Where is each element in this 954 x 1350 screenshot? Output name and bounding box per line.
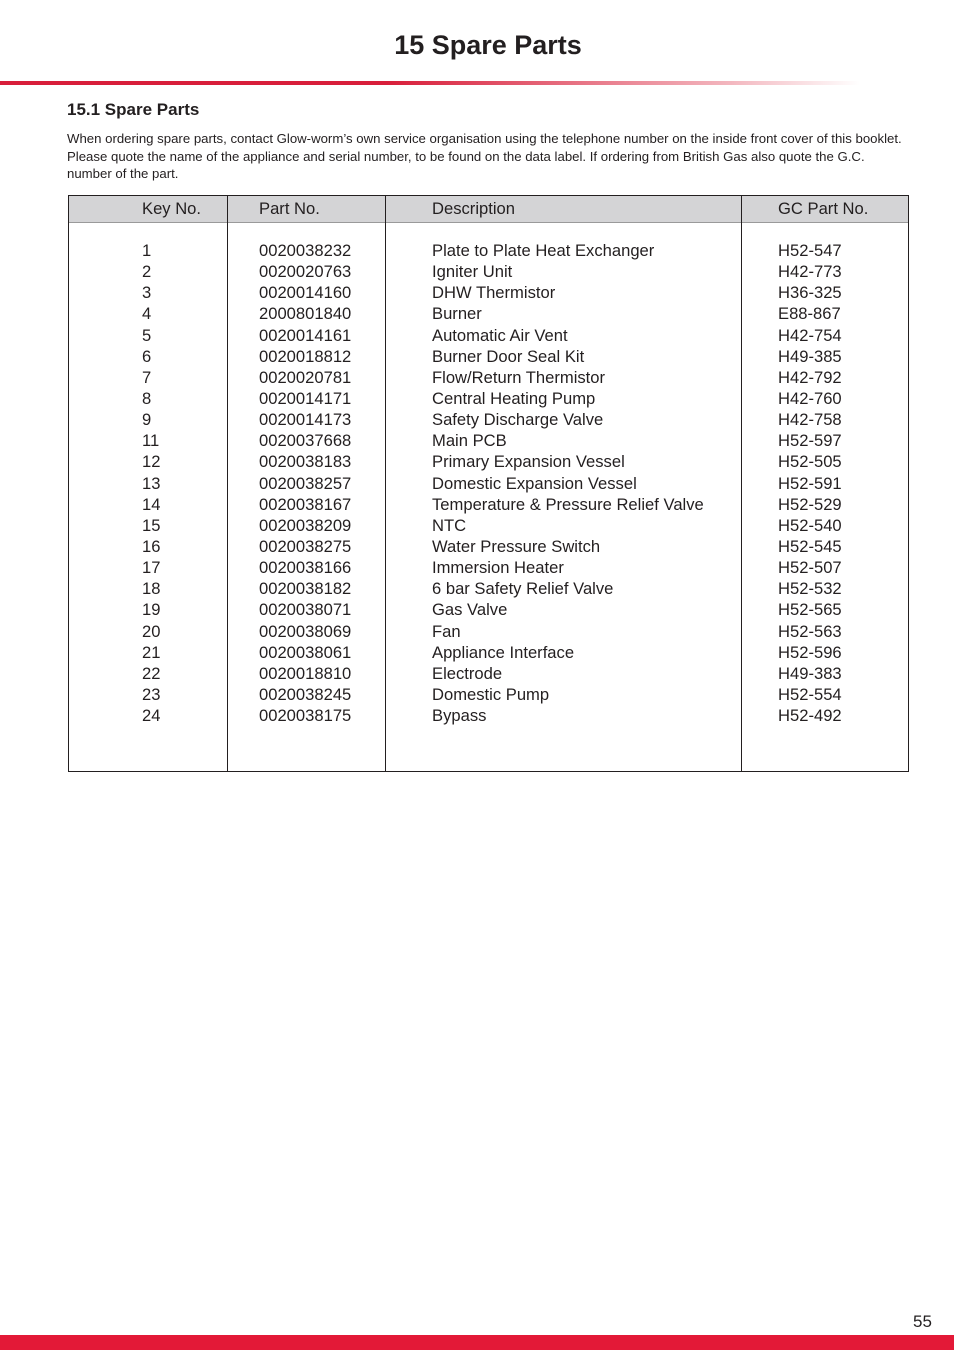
- table-cell-description: Domestic Expansion Vessel: [432, 473, 637, 493]
- table-cell-description: Immersion Heater: [432, 558, 564, 578]
- table-cell-gc: H52-540: [778, 515, 842, 535]
- table-cell-part: 0020038183: [259, 452, 352, 472]
- title-divider: [0, 81, 860, 85]
- table-cell-part: 0020020781: [259, 367, 352, 387]
- table-cell-description: Appliance Interface: [432, 642, 575, 662]
- table-cell-description: Igniter Unit: [432, 262, 513, 282]
- table-cell-description: Electrode: [432, 663, 503, 683]
- table-cell-part: 0020038069: [259, 621, 352, 641]
- table-cell-description: Fan: [432, 621, 461, 641]
- table-cell-key: 5: [142, 325, 152, 345]
- table-cell-part: 0020038245: [259, 684, 352, 704]
- table-cell-part: 0020038182: [259, 579, 352, 599]
- table-cell-key: 4: [142, 304, 152, 324]
- table-cell-part: 0020038167: [259, 494, 352, 514]
- key-column: [69, 196, 227, 771]
- table-cell-gc: H52-505: [778, 452, 842, 472]
- table-cell-description: Primary Expansion Vessel: [432, 452, 625, 472]
- part-column-header: Part No.: [228, 196, 385, 223]
- table-cell-gc: H52-591: [778, 473, 842, 493]
- description-column-cells: [386, 240, 741, 726]
- table-cell-key: 2: [142, 262, 152, 282]
- table-cell-key: 6: [142, 346, 152, 366]
- table-cell-gc: H42-754: [778, 325, 842, 345]
- table-cell-gc: H52-596: [778, 642, 842, 662]
- table-cell-description: Domestic Pump: [432, 684, 550, 704]
- table-cell-description: Central Heating Pump: [432, 388, 596, 408]
- table-cell-part: 0020038166: [259, 558, 352, 578]
- page-title: 15 Spare Parts: [394, 30, 582, 60]
- table-cell-key: 8: [142, 388, 152, 408]
- table-cell-part: 0020020763: [259, 262, 352, 282]
- table-cell-gc: H42-760: [778, 388, 842, 408]
- table-cell-gc: H52-565: [778, 600, 842, 620]
- table-cell-description: Main PCB: [432, 431, 507, 451]
- table-cell-description: Temperature & Pressure Relief Valve: [432, 494, 704, 514]
- table-cell-gc: H36-325: [778, 283, 842, 303]
- table-cell-description: Burner: [432, 304, 482, 324]
- table-cell-gc: H42-792: [778, 367, 842, 387]
- table-cell-gc: H52-554: [778, 684, 842, 704]
- table-cell-part: 0020018812: [259, 346, 352, 366]
- gc-column-cells: [742, 240, 908, 726]
- table-cell-part: 0020014160: [259, 283, 352, 303]
- table-cell-key: 9: [142, 410, 152, 430]
- table-cell-key: 20: [142, 621, 161, 641]
- table-cell-description: Gas Valve: [432, 600, 508, 620]
- table-cell-key: 1: [142, 241, 152, 260]
- table-cell-gc: H52-507: [778, 558, 842, 578]
- table-cell-description: Plate to Plate Heat Exchanger: [432, 241, 655, 260]
- table-cell-key: 18: [142, 579, 161, 599]
- table-cell-description: Bypass: [432, 706, 487, 726]
- table-cell-description: DHW Thermistor: [432, 283, 556, 303]
- table-cell-description: Safety Discharge Valve: [432, 410, 604, 430]
- table-cell-key: 23: [142, 684, 161, 704]
- part-column: [227, 196, 385, 771]
- footer-bar: [0, 1335, 954, 1350]
- table-cell-part: 0020038061: [259, 642, 352, 662]
- table-cell-key: 14: [142, 494, 161, 514]
- gc-column-header: GC Part No.: [742, 196, 908, 223]
- table-cell-key: 11: [142, 431, 160, 451]
- table-cell-key: 13: [142, 473, 161, 493]
- table-cell-part: 2000801840: [259, 304, 352, 324]
- table-cell-description: Automatic Air Vent: [432, 325, 568, 345]
- table-cell-part: 0020038275: [259, 536, 352, 556]
- table-cell-key: 19: [142, 600, 161, 620]
- table-cell-part: 0020038257: [259, 473, 352, 493]
- table-cell-part: 0020038071: [259, 600, 352, 620]
- gc-column: [741, 196, 908, 771]
- table-cell-gc: H52-547: [778, 241, 842, 260]
- table-cell-description: Flow/Return Thermistor: [432, 367, 606, 387]
- table-cell-gc: H42-758: [778, 410, 842, 430]
- table-cell-gc: H52-597: [778, 431, 842, 451]
- table-cell-gc: H52-492: [778, 706, 842, 726]
- table-cell-part: 0020038209: [259, 515, 352, 535]
- intro-paragraph: When ordering spare parts, contact Glow-worm’s own service organisation using the telephone number on the inside front cover of this booklet. Please quote the name of the appliance and serial number, to be found on the data label. If ordering from British Gas also quote the G.C. number of the part.: [67, 131, 902, 181]
- table-cell-part: 0020014173: [259, 410, 352, 430]
- table-cell-key: 15: [142, 515, 161, 535]
- table-cell-gc: H52-532: [778, 579, 842, 599]
- table-cell-part: 0020038175: [259, 706, 352, 726]
- section-title: 15.1 Spare Parts: [67, 100, 200, 119]
- table-cell-part: 0020014161: [259, 325, 352, 345]
- table-cell-part: 0020037668: [259, 431, 352, 451]
- page-number: 55: [913, 1312, 932, 1331]
- spare-parts-table: [68, 195, 909, 772]
- table-cell-part: 0020038232: [259, 241, 352, 260]
- table-cell-gc: H52-563: [778, 621, 842, 641]
- table-cell-part: 0020014171: [259, 388, 352, 408]
- description-column: [385, 196, 741, 771]
- description-column-header: Description: [386, 196, 741, 223]
- table-cell-part: 0020018810: [259, 663, 352, 683]
- table-cell-key: 12: [142, 452, 161, 472]
- table-cell-description: NTC: [432, 515, 467, 535]
- table-cell-key: 3: [142, 283, 152, 303]
- table-cell-key: 22: [142, 663, 161, 683]
- table-cell-key: 16: [142, 536, 161, 556]
- table-cell-gc: H42-773: [778, 262, 842, 282]
- table-cell-description: Burner Door Seal Kit: [432, 346, 585, 366]
- table-cell-key: 21: [142, 642, 161, 662]
- table-cell-gc: E88-867: [778, 304, 841, 324]
- table-cell-gc: H52-529: [778, 494, 842, 514]
- part-column-cells: [228, 240, 385, 726]
- table-cell-key: 17: [142, 558, 161, 578]
- table-cell-description: 6 bar Safety Relief Valve: [432, 579, 614, 599]
- key-column-cells: [69, 240, 227, 726]
- table-cell-gc: H49-385: [778, 346, 842, 366]
- table-cell-gc: H52-545: [778, 536, 842, 556]
- key-column-header: Key No.: [69, 196, 227, 223]
- table-cell-key: 7: [142, 367, 152, 387]
- table-cell-key: 24: [142, 706, 161, 726]
- table-cell-description: Water Pressure Switch: [432, 536, 601, 556]
- table-cell-gc: H49-383: [778, 663, 842, 683]
